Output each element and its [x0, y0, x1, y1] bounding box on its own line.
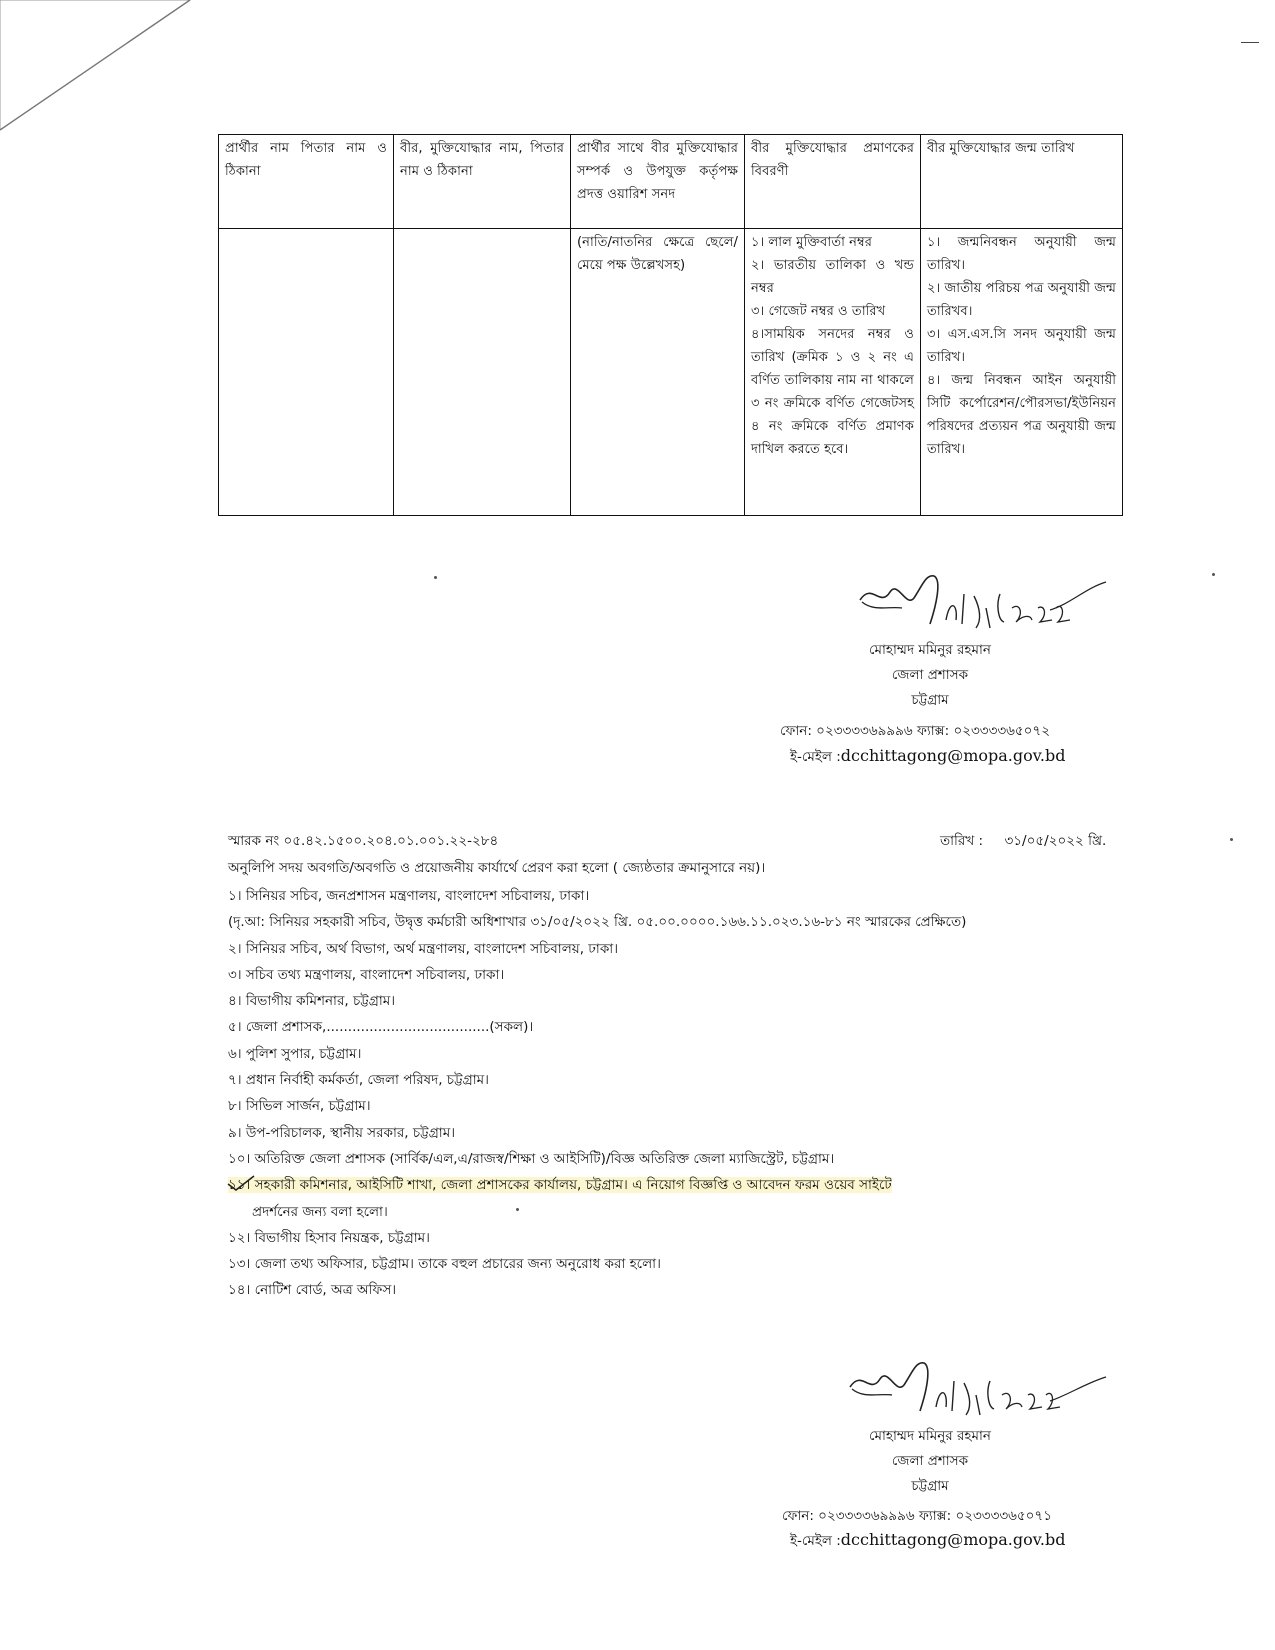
proof-item: ৪।সাময়িক সনদের নম্বর ও তারিখ (ক্রমিক ১ ও ২ নং এ বর্ণিত তালিকায় নাম না থাকলে ৩ নং ক্রমিকে বর্ণিত গেজেটসহ ৪ নং ক্রমিকে বর্ণিত প্রমাণক দাখিল করতে হবে। — [751, 327, 914, 457]
tick-mark — [226, 1172, 258, 1194]
list-item: ১৪। নোটিশ বোর্ড, অত্র অফিস। — [228, 1282, 397, 1299]
cell-candidate — [219, 229, 394, 516]
date-value: ৩১/০৫/২০২২ খ্রি. — [1004, 833, 1107, 849]
table-row — [219, 229, 1123, 516]
memo-date — [940, 830, 1106, 853]
list-item: ১। সিনিয়র সচিব, জনপ্রশাসন মন্ত্রণালয়, বাংলাদেশ সচিবালয়, ঢাকা। — [228, 888, 590, 904]
contact-email-bottom — [790, 1530, 1065, 1553]
signatory-district: চট্টগ্রাম — [911, 692, 949, 708]
proof-item: ৩। গেজেট নম্বর ও তারিখ — [751, 304, 886, 319]
scan-speck — [1212, 573, 1215, 576]
fax-number: ০২৩৩৩৩৬৫০৭১ — [955, 1508, 1052, 1524]
header-candidate: প্রার্থীর নাম পিতার নাম ও ঠিকানা — [219, 135, 394, 229]
proof-item: ২। ভারতীয় তালিকা ও খন্ড নম্বর — [751, 258, 914, 296]
date-label: তারিখ : — [940, 833, 984, 849]
folded-corner — [0, 0, 200, 140]
header-relation: প্রার্থীর সাথে বীর মুক্তিযোদ্ধার সম্পর্ক ও উপযুক্ত কর্তৃপক্ষ প্রদত্ত ওয়ারিশ সনদ — [571, 135, 745, 229]
proof-item: ১। লাল মুক্তিবার্তা নম্বর — [751, 235, 873, 250]
signatory-designation: জেলা প্রশাসক — [891, 667, 969, 683]
contact-email-top — [790, 746, 1065, 769]
birth-item: ৪। জন্ম নিবন্ধন আইন অনুযায়ী সিটি কর্পোরেশন/পৌরসভা/ইউনিয়ন পরিষদের প্রত্যয়ন পত্র অনুযায়ী জন্ম তারিখ। — [927, 373, 1116, 457]
requirements-table — [218, 134, 1123, 516]
list-item: ১০। অতিরিক্ত জেলা প্রশাসক (সার্বিক/এল,এ/রাজস্ব/শিক্ষা ও আইসিটি)/বিজ্ঞ অতিরিক্ত জেলা ম্যাজিস্ট্রেট, চট্টগ্রাম। — [228, 1150, 835, 1167]
list-item: ১৩। জেলা তথ্য অফিসার, চট্টগ্রাম। তাকে বহুল প্রচারের জন্য অনুরোধ করা হলো। — [228, 1256, 661, 1273]
scan-speck — [1230, 838, 1233, 841]
list-item: (দৃ.আ: সিনিয়র সহকারী সচিব, উদ্বৃত্ত কর্মচারী অধিশাখার ৩১/০৫/২০২২ খ্রি. ০৫.০০.০০০০.১৬৬.১১.০২৩.১৬-৮১ নং স্মারকের প্রেক্ষিতে) — [228, 914, 967, 931]
list-item: ৯। উপ-পরিচালক, স্থানীয় সরকার, চট্টগ্রাম। — [228, 1124, 456, 1141]
signatory-designation: জেলা প্রশাসক — [891, 1453, 969, 1469]
contact-phone-fax-bottom — [782, 1505, 1052, 1528]
list-item: ৬। পুলিশ সুপার, চট্টগ্রাম। — [228, 1045, 362, 1062]
list-item: ৩। সচিব তথ্য মন্ত্রণালয়, বাংলাদেশ সচিবালয়, ঢাকা। — [228, 966, 505, 983]
header-birth-date: বীর মুক্তিযোদ্ধার জন্ম তারিখ — [921, 135, 1123, 229]
list-item: ৫। জেলা প্রশাসক,......................................(সকল)। — [228, 1019, 534, 1036]
email-address: dcchittagong@mopa.gov.bd — [840, 746, 1066, 765]
phone-number: ০২৩৩৩৩৬৯৯৯৬ — [816, 723, 913, 739]
birth-item: ১। জন্মনিবন্ধন অনুযায়ী জন্ম তারিখ। — [927, 235, 1116, 273]
list-item: ৭। প্রধান নির্বাহী কর্মকর্তা, জেলা পরিষদ, চট্টগ্রাম। — [228, 1072, 489, 1089]
fax-label: ফ্যাক্স: — [918, 1508, 952, 1524]
memo-reference: স্মারক নং ০৫.৪২.১৫০০.২০৪.০১.০০১.২২-২৮৪ — [228, 833, 499, 849]
phone-number: ০২৩৩৩৩৬৯৯৯৬ — [818, 1508, 915, 1524]
header-freedom-fighter: বীর, মুক্তিযোদ্ধার নাম, পিতার নাম ও ঠিকানা — [394, 135, 571, 229]
scan-speck — [516, 1208, 519, 1211]
list-item: ৪। বিভাগীয় কমিশনার, চট্টগ্রাম। — [228, 993, 396, 1010]
signatory-district: চট্টগ্রাম — [911, 1478, 949, 1494]
email-label: ই-মেইল : — [790, 749, 841, 765]
fax-number: ০২৩৩৩৩৬৫০৭২ — [953, 723, 1050, 739]
birth-item: ৩। এস.এস.সি সনদ অনুযায়ী জন্ম তারিখ। — [927, 327, 1116, 365]
signatory-bottom — [770, 1424, 1090, 1499]
list-item-highlighted — [228, 1172, 988, 1225]
cell-relation: (নাতি/নাতনির ক্ষেত্রে ছেলে/মেয়ে পক্ষ উল্লেখসহ) — [571, 229, 745, 516]
phone-label: ফোন: — [780, 723, 812, 739]
email-label: ই-মেইল : — [790, 1533, 841, 1549]
list-item: ২। সিনিয়র সচিব, অর্থ বিভাগ, অর্থ মন্ত্রণালয়, বাংলাদেশ সচিবালয়, ঢাকা। — [228, 940, 619, 957]
list-item: ৮। সিভিল সার্জন, চট্টগ্রাম। — [228, 1098, 371, 1115]
signatory-top — [770, 638, 1090, 713]
copy-11-line-2: প্রদর্শনের জন্য বলা হলো। — [252, 1203, 388, 1220]
phone-label: ফোন: — [782, 1508, 814, 1524]
list-item: ১২। বিভাগীয় হিসাব নিয়ন্ত্রক, চট্টগ্রাম। — [228, 1229, 430, 1246]
copy-11-line-1: ১১। সহকারী কমিশনার, আইসিটি শাখা, জেলা প্রশাসকের কার্যালয়, চট্টগ্রাম। এ নিয়োগ বিজ্ঞপ্তি ও আবেদন ফরম ওয়েব সাইটে — [228, 1177, 892, 1194]
contact-phone-fax-top — [780, 720, 1050, 743]
signatory-name: মোহাম্মদ মমিনুর রহমান — [869, 1428, 991, 1444]
birth-item: ২। জাতীয় পরিচয় পত্র অনুযায়ী জন্ম তারিখব। — [927, 281, 1116, 319]
fax-label: ফ্যাক্স: — [916, 723, 950, 739]
cell-birth-date — [921, 229, 1123, 516]
copy-list — [228, 883, 988, 1304]
table-header-row — [219, 135, 1123, 229]
cell-proof — [745, 229, 921, 516]
header-proof: বীর মুক্তিযোদ্ধার প্রমাণকের বিবরণী — [745, 135, 921, 229]
cell-freedom-fighter — [394, 229, 571, 516]
signatory-name: মোহাম্মদ মমিনুর রহমান — [869, 642, 991, 658]
scan-speck — [434, 576, 437, 579]
edge-mark — [1241, 42, 1259, 43]
copy-intro: অনুলিপি সদয় অবগতি/অবগতি ও প্রয়োজনীয় কার্যার্থে প্রেরণ করা হলো ( জ্যেষ্ঠতার ক্রমানুসারে নয়)। — [228, 860, 766, 876]
email-address: dcchittagong@mopa.gov.bd — [840, 1530, 1066, 1549]
